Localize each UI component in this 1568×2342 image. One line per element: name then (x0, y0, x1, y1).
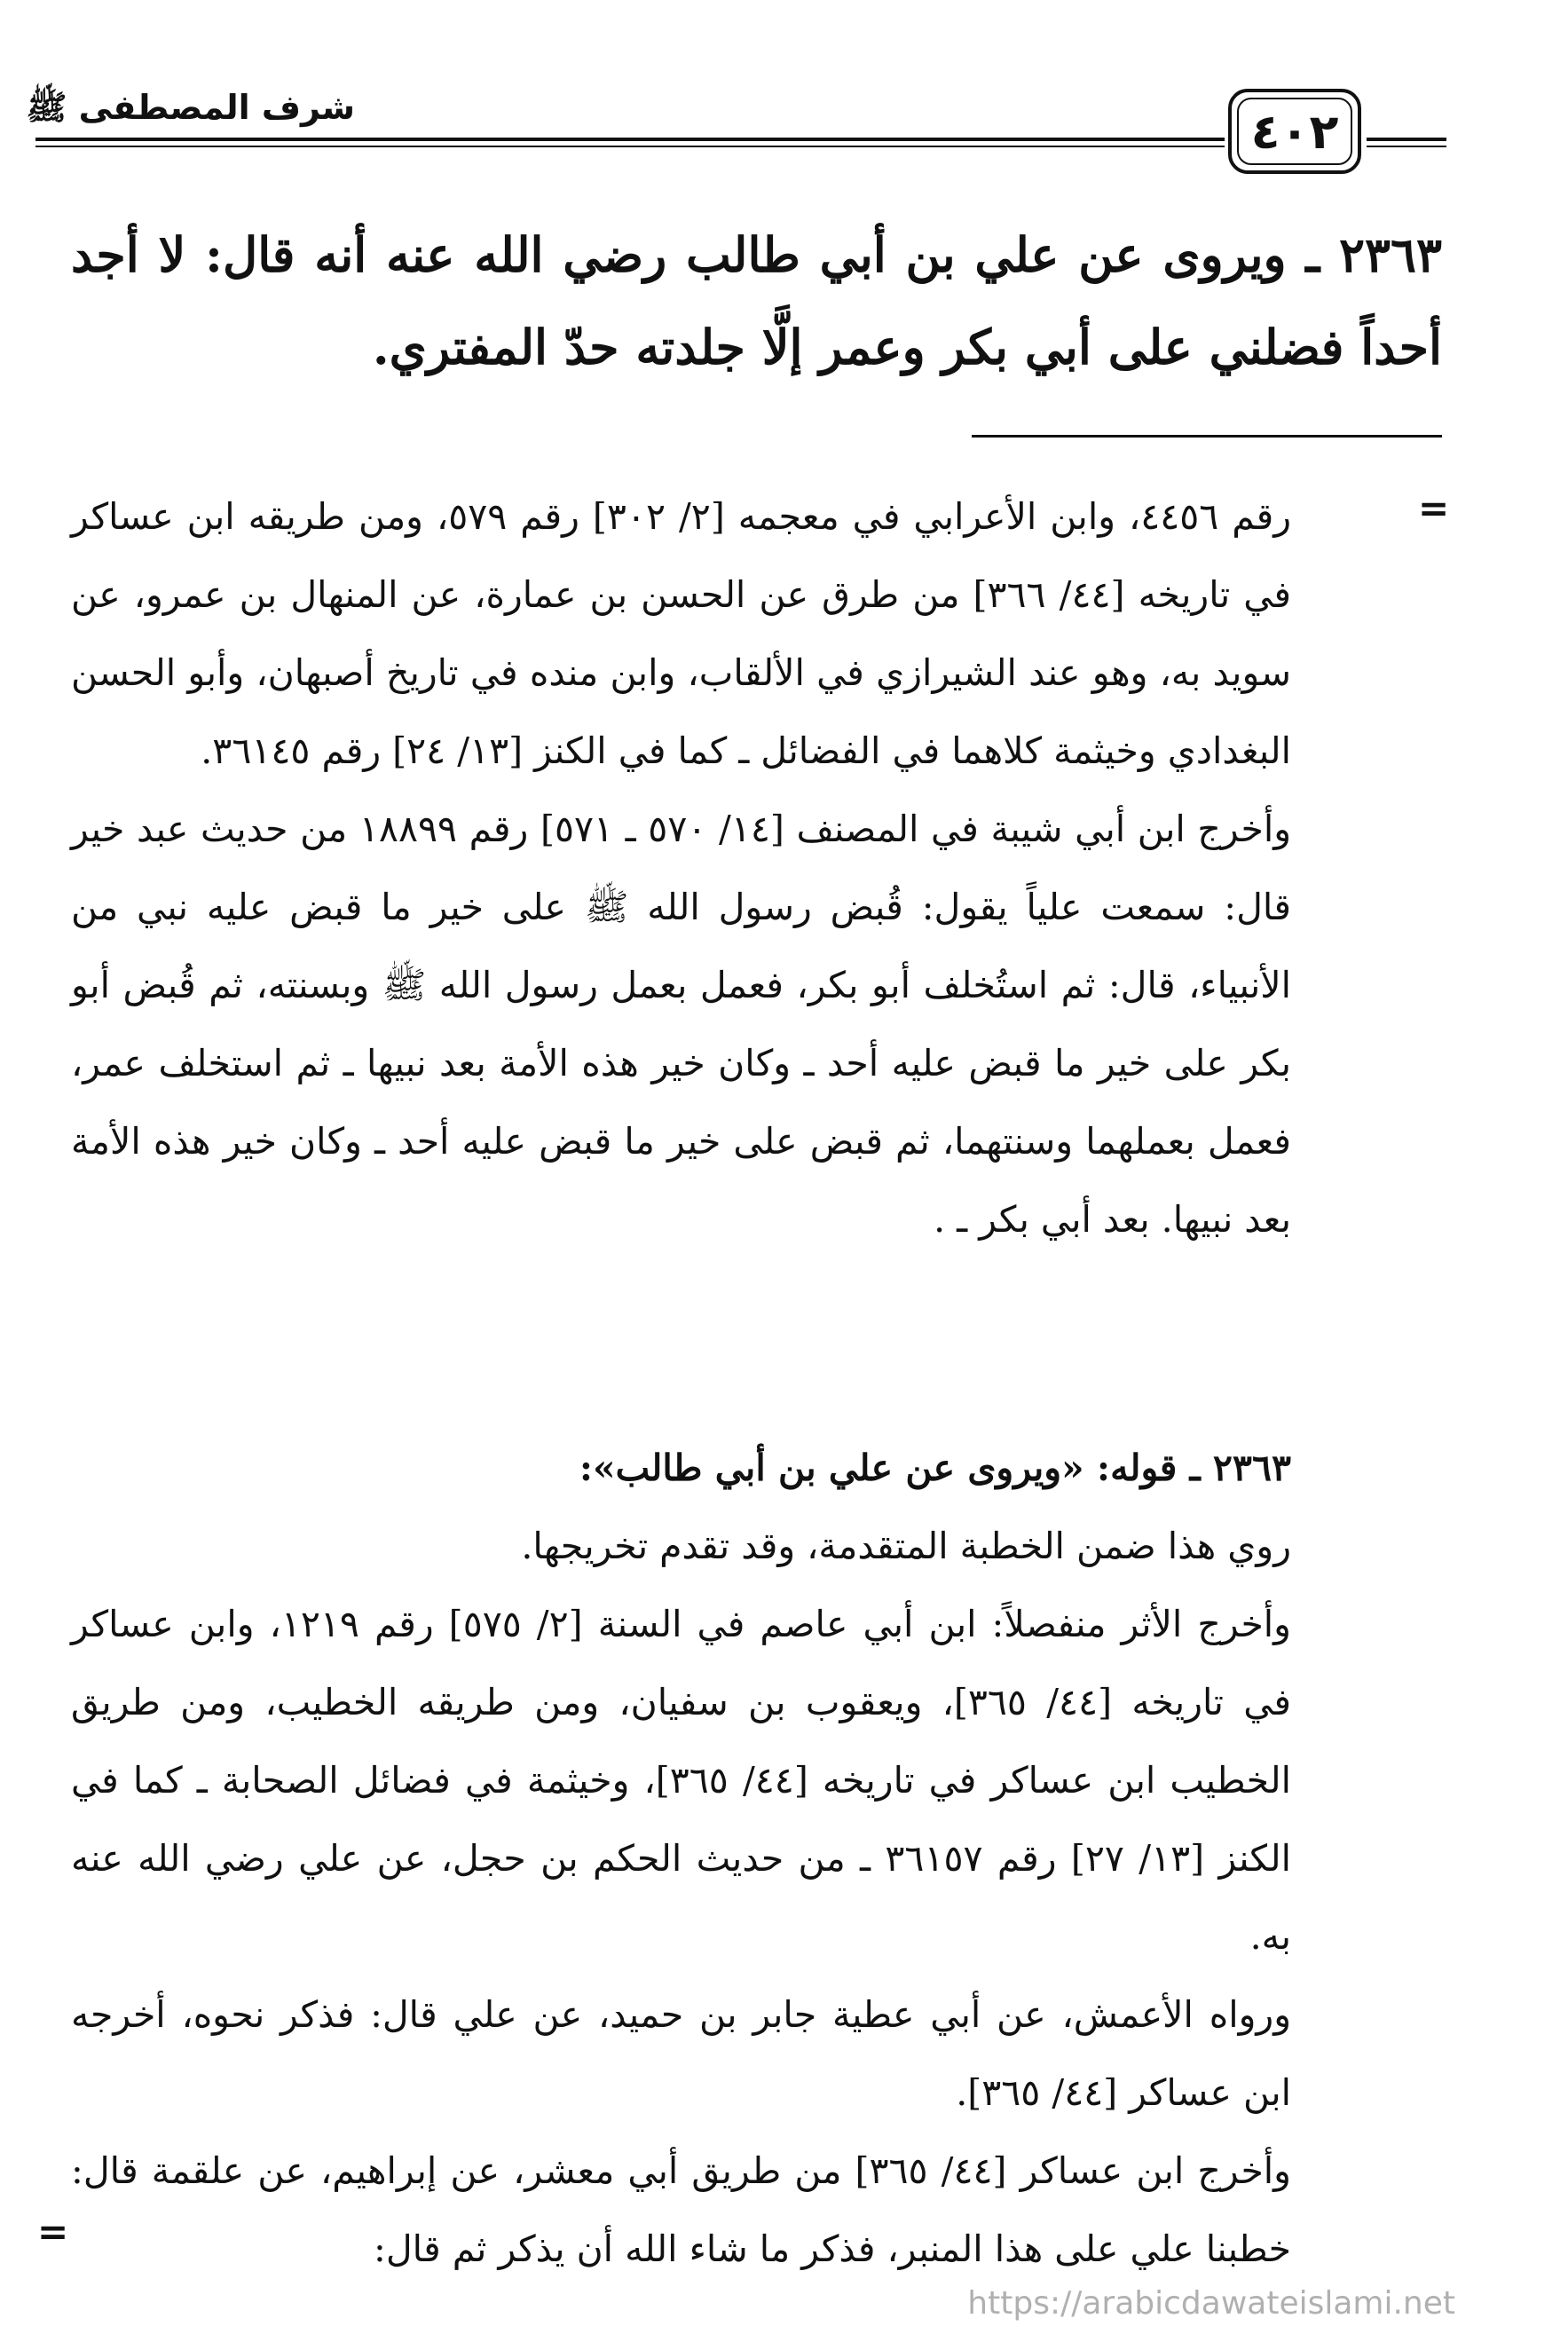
continuation-marker-bottom: = (37, 2210, 69, 2253)
commentary-number: ٢٣٦٣ (1212, 1447, 1291, 1489)
footnote-paragraph: ورواه الأعمش، عن أبي عطية جابر بن حميد، عن علي قال: فذكر نحوه، أخرجه ابن عساكر [٤٤/ ٣٦٥]. (71, 1993, 1291, 2114)
page-number-frame (1228, 89, 1361, 174)
narration-number: ٢٣٦٣ (1338, 226, 1442, 283)
header-rule-thin (35, 146, 1225, 147)
header-rule (35, 138, 1225, 141)
page-number: ٤٠٢ (1237, 98, 1352, 165)
watermark-url: https://arabicdawateislami.net (967, 2285, 1455, 2322)
footnote-paragraph: وأخرج ابن عساكر [٤٤/ ٣٦٥] من طريق أبي معشر، عن إبراهيم، عن علقمة قال: خطبنا علي على هذا المنبر، فذكر ما شاء الله أن يذكر ثم قال: (71, 2149, 1291, 2270)
header-rule-right-thin (1367, 146, 1446, 147)
footnote-paragraph: وأخرج الأثر منفصلاً: ابن أبي عاصم في السنة [٢/ ٥٧٥] رقم ١٢١٩، وابن عساكر في تاريخه [٤٤/ ٣٦٥]، ويعقوب بن سفيان، ومن طريقه الخطيب، ومن طريق الخطيب ابن عساكر في تاريخه [٤٤/ ٣٦٥]، وخيثمة في فضائل الصحابة ـ كما في الكنز [١٣/ ٢٧] رقم ٣٦١٥٧ ـ من حديث الحكم بن حجل، عن علي رضي الله عنه به. (71, 1603, 1291, 1958)
narration-text: ـ ويروى عن علي بن أبي طالب رضي الله عنه أنه قال: لا أجد أحداً فضلني على أبي بكر وعمر إلَّا جلدته حدّ المفتري. (71, 226, 1442, 375)
commentary-heading (71, 1429, 1291, 1507)
continuation-marker-top: = (1418, 486, 1450, 530)
main-narration (71, 209, 1442, 393)
running-header-title: شرف المصطفى ﷺ (26, 88, 355, 127)
footnote-continuation (71, 477, 1291, 1258)
header-rule-right (1367, 138, 1446, 141)
commentary-heading-text: ـ قوله: «ويروى عن علي بن أبي طالب»: (579, 1447, 1201, 1489)
footnote-divider (972, 435, 1442, 438)
footnote-paragraph: رقم ٤٤٥٦، وابن الأعرابي في معجمه [٢/ ٣٠٢] رقم ٥٧٩، ومن طريقه ابن عساكر في تاريخه [٤٤/ ٣٦٦] من طرق عن الحسن بن عمارة، عن المنهال بن عمرو، عن سويد به، وهو عند الشيرازي في الألقاب، وابن منده في تاريخ أصبهان، وأبو الحسن البغدادي وخيثمة كلاهما في الفضائل ـ كما في الكنز [١٣/ ٢٤] رقم ٣٦١٤٥. (71, 495, 1291, 772)
footnote-paragraph: وأخرج ابن أبي شيبة في المصنف [١٤/ ٥٧٠ ـ ٥٧١] رقم ١٨٨٩٩ من حديث عبد خير قال: سمعت علياً يقول: قُبض رسول الله ﷺ على خير ما قبض عليه نبي من الأنبياء، قال: ثم استُخلف أبو بكر، فعمل بعمل رسول الله ﷺ وبسنته، ثم قُبض أبو بكر على خير ما قبض عليه أحد ـ وكان خير هذه الأمة بعد نبيها ـ ثم استخلف عمر، فعمل بعملهما وسنتهما، ثم قبض على خير ما قبض عليه أحد ـ وكان خير هذه الأمة بعد نبيها. بعد أبي بكر ـ . (71, 808, 1292, 1241)
footnote-paragraph: روي هذا ضمن الخطبة المتقدمة، وقد تقدم تخريجها. (521, 1525, 1291, 1567)
footnote-commentary (71, 1429, 1291, 2288)
